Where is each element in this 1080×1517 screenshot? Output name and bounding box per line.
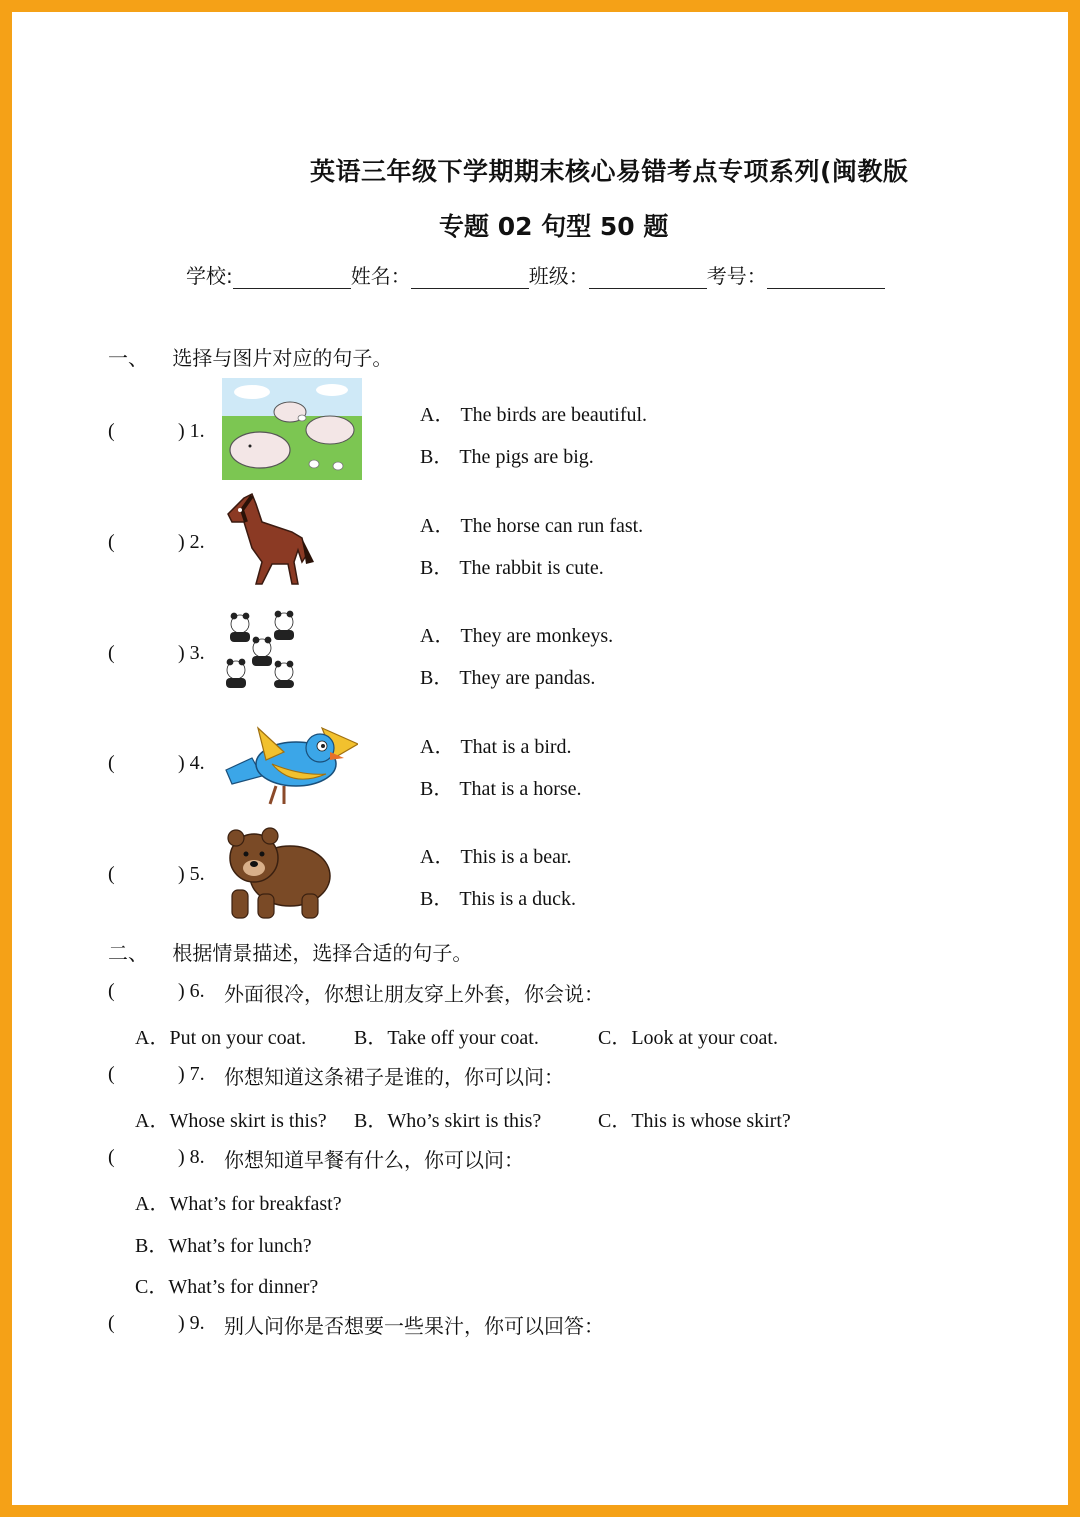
option-a [420,398,647,427]
option-a: A．Put on your coat. [135,1027,307,1049]
option-b-label: B． [420,667,454,689]
school-blank[interactable] [233,266,351,289]
question-number: ) 8. [178,1146,205,1168]
option-b-label: B． [420,446,454,468]
option-a: A．What’s for breakfast? [135,1193,342,1215]
option-b-text: The pigs are big. [459,446,594,468]
option-b [420,551,604,580]
option-a-text: The birds are beautiful. [460,404,648,426]
option-c: C．This is whose skirt? [598,1110,791,1132]
option-b: B．Who’s skirt is this? [354,1110,542,1132]
class-label: 班级： [528,264,589,288]
page-title: 英语三年级下学期期末核心易错考点专项系列(闽教版 [310,157,909,186]
section1-title: 选择与图片对应的句子。 [172,346,393,370]
answer-paren[interactable]: ( [108,980,115,1002]
option-a [420,840,572,869]
question-text: 外面很冷，你想让朋友穿上外套，你会说： [224,982,604,1006]
option-b-text: They are pandas. [459,667,596,689]
bird-image [222,718,358,806]
question-text: 别人问你是否想要一些果汁，你可以回答： [224,1314,604,1338]
section2-heading [108,937,472,966]
question-number: ) 9. [178,1312,205,1334]
option-a-text: They are monkeys. [460,625,614,647]
option-b-label: B． [420,557,454,579]
answer-paren[interactable]: ( [108,531,115,553]
pigs-and-ducks-image [222,378,362,480]
bear-image [222,824,334,922]
section2-title: 根据情景描述，选择合适的句子。 [172,941,473,965]
option-a-label: A． [420,515,455,537]
class-blank[interactable] [589,266,707,289]
section1-heading [108,342,392,371]
option-a-label: A． [420,404,455,426]
option-b [420,882,576,911]
answer-paren[interactable]: ( [108,642,115,664]
option-b-label: B． [420,888,454,910]
school-label: 学校: [186,264,233,288]
option-c: C．What’s for dinner? [135,1276,319,1298]
option-b: B．What’s for lunch? [135,1235,312,1257]
section1-number: 一、 [108,346,148,370]
option-b-text: The rabbit is cute. [459,557,604,579]
option-b [420,661,595,690]
question-number: ) 5. [178,863,205,885]
option-c: C．Look at your coat. [598,1027,778,1049]
answer-paren[interactable]: ( [108,1312,115,1334]
worksheet-page [12,12,1068,1505]
exam-number-blank[interactable] [767,266,885,289]
option-a-label: A． [420,846,455,868]
answer-paren[interactable]: ( [108,1146,115,1168]
option-a [420,619,613,648]
pandas-image [222,610,304,690]
option-a-text: The horse can run fast. [460,515,644,537]
option-a-text: This is a bear. [460,846,572,868]
question-number: ) 6. [178,980,205,1002]
section2-number: 二、 [108,941,148,965]
horse-image [222,492,314,590]
option-a-label: A． [420,625,455,647]
option-b: B．Take off your coat. [354,1027,539,1049]
info-fields [186,260,885,289]
option-b-text: That is a horse. [459,778,582,800]
page-subtitle: 专题 02 句型 50 题 [439,212,669,241]
option-a [420,509,643,538]
answer-paren[interactable]: ( [108,752,115,774]
option-b [420,440,594,469]
question-text: 你想知道早餐有什么，你可以问： [224,1148,524,1172]
answer-paren[interactable]: ( [108,420,115,442]
option-a [420,730,572,759]
question-number: ) 7. [178,1063,205,1085]
question-number: ) 4. [178,752,205,774]
name-blank[interactable] [411,266,529,289]
option-a-text: That is a bird. [460,736,572,758]
exam-number-label: 考号： [706,264,767,288]
question-number: ) 2. [178,531,205,553]
option-b-text: This is a duck. [459,888,576,910]
question-number: ) 3. [178,642,205,664]
option-a: A．Whose skirt is this? [135,1110,327,1132]
question-number: ) 1. [178,420,205,442]
question-text: 你想知道这条裙子是谁的，你可以问： [224,1065,564,1089]
answer-paren[interactable]: ( [108,1063,115,1085]
option-b-label: B． [420,778,454,800]
option-a-label: A． [420,736,455,758]
name-label: 姓名： [350,264,411,288]
option-b [420,772,582,801]
answer-paren[interactable]: ( [108,863,115,885]
